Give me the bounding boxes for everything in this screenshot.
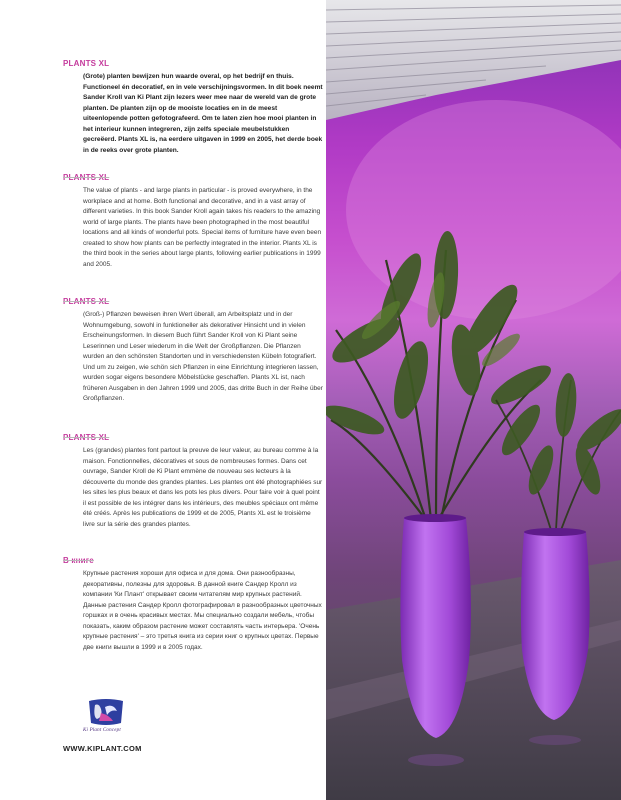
section-body: (Grote) planten bewijzen hun waarde overal, op het bedrijf en thuis. Functioneel én decoratief, en in vele verschijningsvormen. In dit boek neemt Sander Kroll van Ki Plant zijn lezers weer mee naar de wereld van de grote planten. De planten zijn op de mooiste locaties en in de meest uiteenlopende potten gefotografeerd. Om te laten zien hoe mooi planten in het interieur kunnen integreren, zijn zelfs speciale meubelstukken gecreëerd. Plants XL is, na eerdere uitgaven in 1999 en 2005, het derde boek in de reeks over grote planten. xyxy=(83,73,323,154)
section-body: (Groß-) Pflanzen beweisen ihren Wert überall, am Arbeitsplatz und in der Wohnumgebung, sowohl in funktioneller als dekorativer Hinsicht und in vielen Erscheinungsformen. In diesem Buch führt Sander Kroll von Ki Plant seine Leserinnen und Leser wiederum in die Welt der Großpflanzen. Die Pflanzen wurden an den schönsten Standorten und in verschiedensten Kübeln fotografiert. Und um zu zeigen, wie schön sich Pflanzen in eine Einrichtung integrieren lassen, wurden sogar eigens besondere Möbelstücke geschaffen. Plants XL ist, nach früheren Ausgaben in den Jahren 1999 und 2005, das dritte Buch in der Reihe über Großpflanzen. xyxy=(83,311,323,402)
website-url: WWW.KIPLANT.COM xyxy=(63,744,142,753)
section-title: В книге xyxy=(63,556,94,565)
section-dutch xyxy=(63,59,323,156)
section-body: Крупные растения хороши для офиса и для дома. Они разнообразны, декоративны, полезны для здоровья. В данной книге Сандер Кролл из компании 'Ки Плант' открывает своим читателям мир крупных растений. Данные растения Сандер Кролл фотографировал в разнообразных цветочных горшках и в очень красивых местах. Мы специально создали мебель, чтобы показать, каким образом растение может составлять часть интерьера. 'Очень крупные растения' – это третья книга из серии книг о крупных цветах. Первые две книги вышли в 1999 и в 2005 годах. xyxy=(83,570,322,651)
section-title: PLANTS XL xyxy=(63,297,110,306)
section-title: PLANTS XL xyxy=(63,59,110,68)
section-title: PLANTS XL xyxy=(63,173,110,182)
section-german xyxy=(63,297,323,405)
logo-text: Ki Plant Concept xyxy=(83,728,121,733)
section-english xyxy=(63,173,323,270)
photo-illustration xyxy=(326,0,621,800)
section-russian xyxy=(63,556,323,653)
section-title: PLANTS XL xyxy=(63,433,110,442)
section-french xyxy=(63,433,323,530)
plants-photo xyxy=(326,0,621,800)
section-body: The value of plants - and large plants in particular - is proved everywhere, in the workplace and at home. Both functional and decorative, and in a vast array of different varieties. In this book Sander Kroll again takes his readers to the amazing world of large plants. The plants have been photographed in the most beautiful locations and all kinds of wonderful pots. Special items of furniture have even been created to show how plants can be perfectly integrated in the interior. Plants XL is the third book in the series about large plants, following earlier publications in 1999 and 2005. xyxy=(83,187,322,268)
section-body: Les (grandes) plantes font partout la preuve de leur valeur, au bureau comme à la maison. Fonctionnelles, décoratives et sous de nombreuses formes. Dans cet ouvrage, Sander Kroll de Ki Plant emmène de nouveau ses lecteurs à la découverte du monde des grandes plantes. Les plantes ont été photographiées sur les sites les plus beaux et dans les pots les plus divers. Pour faire voir à quel point il est possible de les intégrer dans les intérieurs, des meubles spéciaux ont même été créés. Après les publications de 1999 et de 2005, Plants XL est le troisième livre sur la série des grandes plantes. xyxy=(83,447,323,528)
